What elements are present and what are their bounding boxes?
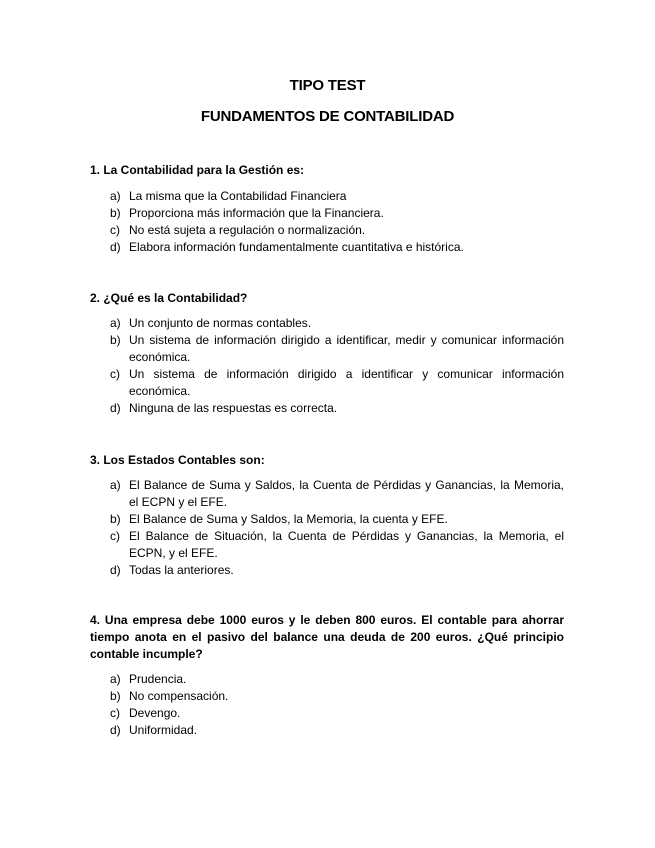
option-text: Un sistema de información dirigido a identificar y comunicar información económica. xyxy=(129,367,564,398)
option-2a xyxy=(110,315,564,332)
option-1d xyxy=(110,239,564,256)
option-text: El Balance de Situación, la Cuenta de Pérdidas y Ganancias, la Memoria, el ECPN, y el EFE. xyxy=(129,529,564,560)
option-text: Prudencia. xyxy=(129,672,187,686)
option-text: No está sujeta a regulación o normalización. xyxy=(129,223,366,237)
option-4c xyxy=(110,705,564,722)
option-letter: a) xyxy=(110,189,121,203)
option-letter: c) xyxy=(110,529,120,543)
document-subtitle: FUNDAMENTOS DE CONTABILIDAD xyxy=(200,108,455,125)
option-1c xyxy=(110,222,564,239)
option-3a xyxy=(110,477,564,511)
option-letter: a) xyxy=(110,672,121,686)
option-letter: a) xyxy=(110,478,121,492)
option-3c xyxy=(110,528,564,562)
option-text: Uniformidad. xyxy=(129,723,198,737)
option-text: Devengo. xyxy=(129,706,181,720)
option-letter: b) xyxy=(110,689,121,703)
option-4a xyxy=(110,671,564,688)
question-2: 2. ¿Qué es la Contabilidad? xyxy=(90,291,248,305)
question-1: 1. La Contabilidad para la Gestión es: xyxy=(90,163,305,177)
question-2-options xyxy=(110,315,564,417)
option-letter: d) xyxy=(110,723,121,737)
option-text: El Balance de Suma y Saldos, la Cuenta de Pérdidas y Ganancias, la Memoria, el ECPN y el EFE. xyxy=(129,478,564,509)
option-3d xyxy=(110,562,564,579)
option-letter: a) xyxy=(110,316,121,330)
question-4-options xyxy=(110,671,564,739)
option-text: Proporciona más información que la Financiera. xyxy=(129,206,384,220)
option-text: Ninguna de las respuestas es correcta. xyxy=(129,401,338,415)
option-text: Un sistema de información dirigido a identificar, medir y comunicar información económica. xyxy=(129,333,564,364)
question-3-options xyxy=(110,477,564,579)
option-text: No compensación. xyxy=(129,689,229,703)
option-1b xyxy=(110,205,564,222)
option-2b xyxy=(110,332,564,366)
option-letter: d) xyxy=(110,563,121,577)
option-letter: b) xyxy=(110,333,121,347)
question-1-options xyxy=(110,188,564,256)
document-title: TIPO TEST xyxy=(289,77,366,94)
option-3b xyxy=(110,511,564,528)
option-letter: b) xyxy=(110,206,121,220)
option-letter: d) xyxy=(110,401,121,415)
option-letter: c) xyxy=(110,223,120,237)
option-text: Un conjunto de normas contables. xyxy=(129,316,312,330)
question-3: 3. Los Estados Contables son: xyxy=(90,453,265,467)
question-4: 4. Una empresa debe 1000 euros y le deben 800 euros. El contable para ahorrar tiempo anota en el pasivo del balance una deuda de 200 euros. ¿Qué principio contable incumple? xyxy=(90,613,564,661)
option-1a xyxy=(110,188,564,205)
option-4b xyxy=(110,688,564,705)
option-4d xyxy=(110,722,564,739)
option-text: La misma que la Contabilidad Financiera xyxy=(129,189,347,203)
option-2c xyxy=(110,366,564,400)
option-letter: d) xyxy=(110,240,121,254)
option-letter: c) xyxy=(110,367,120,381)
option-letter: c) xyxy=(110,706,120,720)
option-text: El Balance de Suma y Saldos, la Memoria, la cuenta y EFE. xyxy=(129,512,448,526)
option-text: Todas la anteriores. xyxy=(129,563,234,577)
option-2d xyxy=(110,400,564,417)
option-letter: b) xyxy=(110,512,121,526)
option-text: Elabora información fundamentalmente cuantitativa e histórica. xyxy=(129,240,464,254)
